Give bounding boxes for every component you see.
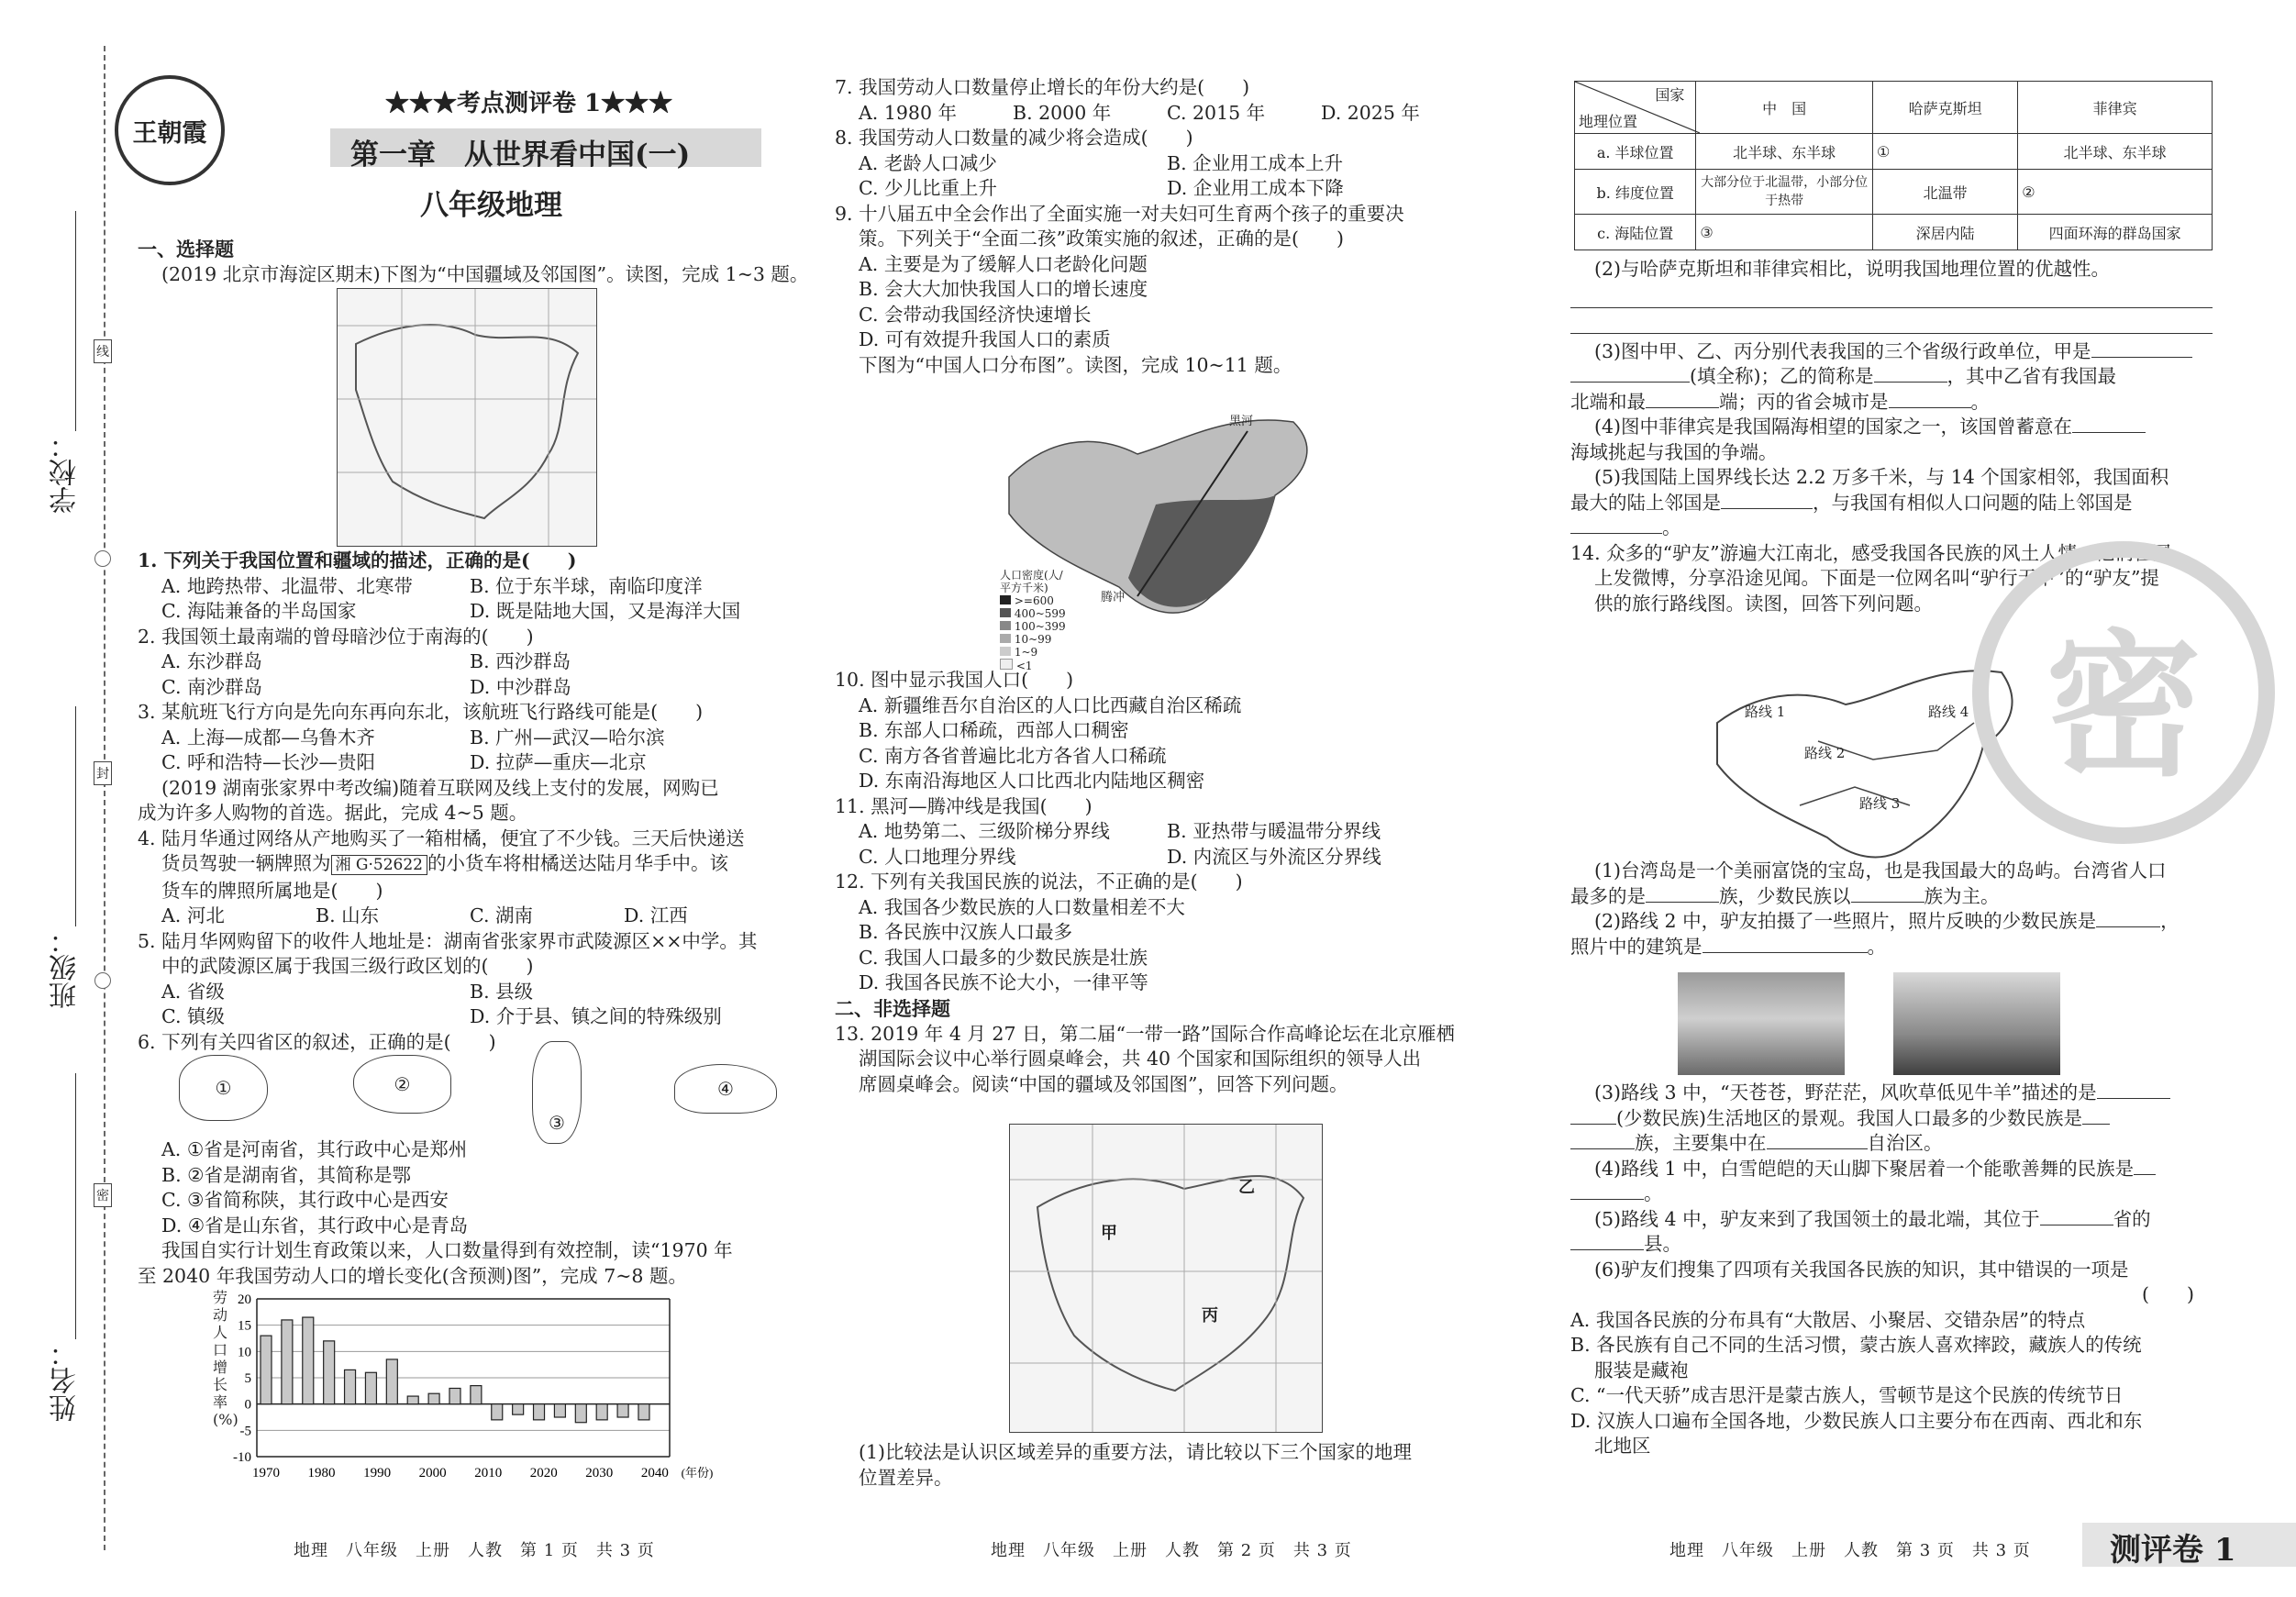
q7-option-c[interactable]: C. 2015 年: [1167, 101, 1266, 124]
q8-option-c[interactable]: C. 少儿比重上升: [859, 177, 997, 199]
q11-options-ab: [835, 819, 1495, 845]
q6-options: [138, 1137, 798, 1289]
q13-4-line1: (4)图中菲律宾是我国隔海相望的国家之一，该国曾蓄意在: [1570, 415, 2213, 440]
q13-3-line3: 北端和最 端；丙的省会城市是 。: [1570, 390, 1990, 413]
x-tick-label: 1980: [307, 1466, 336, 1481]
questions-10-13: [835, 668, 1495, 1097]
province-shape-2: ②: [353, 1055, 451, 1114]
table-header-kazakhstan: 哈萨克斯坦: [1872, 82, 2017, 134]
column-1: [132, 0, 809, 1597]
q14-6-option-d-cont: 北地区: [1594, 1435, 1651, 1457]
y-tick-label: 15: [238, 1318, 251, 1334]
blank-ethnic[interactable]: [2096, 926, 2160, 927]
intro-2-line2: 成为许多人购物的首选。据此，完成 4~5 题。: [138, 802, 528, 824]
class-field[interactable]: [75, 706, 76, 926]
legend-item: 400~599: [1000, 607, 1066, 620]
school-label: 学校：: [50, 431, 82, 514]
bar: [365, 1372, 376, 1403]
q9-line1: 9. 十八届五中全会作出了全面实施一对夫妇可生育两个孩子的重要决: [835, 202, 1404, 225]
q11-option-a[interactable]: A. 地势第二、三级阶梯分界线: [859, 820, 1110, 842]
q14-4-line1: (4)路线 1 中，白雪皑皑的天山脚下聚居着一个能歌善舞的民族是: [1570, 1157, 2213, 1182]
map-legend: [1000, 569, 1066, 672]
q13-5-line1: (5)我国陆上国界线长达 2.2 万多千米，与 14 个国家相邻，我国面积: [1594, 466, 2169, 488]
q8-option-a[interactable]: A. 老龄人口减少: [859, 151, 997, 174]
q11-options-cd: [835, 845, 1495, 871]
q3-options-cd: [138, 750, 798, 776]
q2-option-d[interactable]: D. 中沙群岛: [470, 675, 571, 698]
location-table-grid: [1574, 81, 2213, 250]
y-tick-label: -10: [233, 1450, 251, 1465]
q9-option-c[interactable]: C. 会带动我国经济快速增长: [859, 303, 1092, 326]
footer-page-2: 地理 八年级 上册 人教 第 2 页 共 3 页: [991, 1541, 1352, 1560]
q14-5-line1: (5)路线 4 中，驴友来到了我国领土的最北端，其位于 省的: [1594, 1207, 2151, 1230]
x-tick-label: 2040: [640, 1466, 669, 1481]
legend-item: 10~99: [1000, 633, 1066, 646]
binding-dot: [94, 550, 111, 567]
q3-option-b[interactable]: B. 广州—武汉—哈尔滨: [470, 726, 665, 749]
q8-option-b[interactable]: B. 企业用工成本上升: [1167, 151, 1344, 174]
map-sketch: [338, 289, 596, 546]
q6-option-a[interactable]: A. ①省是河南省，其行政中心是郑州: [161, 1138, 468, 1160]
q5-options-ab: [138, 980, 798, 1005]
blank-yi[interactable]: [1874, 382, 1947, 383]
map3-label-bing: 丙: [1202, 1306, 1218, 1325]
route-1-label: 路线 1: [1745, 704, 1786, 720]
footer-tag: 测评卷 1: [2110, 1532, 2236, 1569]
q14-3-line3: 族，主要集中在 自治区。: [1570, 1131, 2213, 1157]
blank-county[interactable]: [1570, 1249, 1644, 1250]
q14-6-option-b-cont: 服装是藏袍: [1594, 1359, 1689, 1381]
province-shape-1: ①: [179, 1055, 268, 1121]
table-row: c. 海陆位置 ③ 深居内陆 四面环海的群岛国家: [1575, 215, 2213, 250]
school-field[interactable]: [75, 211, 76, 431]
q6-stem: 6. 下列有关四省区的叙述，正确的是( ): [138, 1030, 496, 1053]
table-cell-blank-2[interactable]: ②: [2018, 170, 2213, 215]
x-tick-label: 1970: [252, 1466, 280, 1481]
q8-options-ab: [835, 151, 1495, 177]
blank-region[interactable]: [1767, 1148, 1868, 1149]
bar: [575, 1404, 586, 1423]
q14-parts-3-6: [1570, 1081, 2213, 1459]
q1-options-cd: [138, 599, 798, 625]
legend-item: 1~9: [1000, 646, 1066, 659]
q14-6-paren: ( ): [2142, 1283, 2194, 1305]
q11-stem: 11. 黑河—腾冲线是我国( ): [835, 794, 1093, 817]
section-choice: 一、选择题: [138, 238, 234, 261]
q10-stem: 10. 图中显示我国人口( ): [835, 669, 1074, 691]
q9-option-a[interactable]: A. 主要是为了缓解人口老龄化问题: [859, 252, 1148, 275]
china-territory-map: [337, 288, 597, 547]
q14-6-option-d[interactable]: D. 汉族人口遍布全国各地，少数民族人口主要分布在西南、西北和东: [1570, 1409, 2143, 1432]
q1-option-d[interactable]: D. 既是陆地大国，又是海洋大国: [470, 600, 741, 622]
bar: [534, 1404, 545, 1420]
map3-label-yi: 乙: [1238, 1178, 1255, 1197]
q14-4-line2: 。: [1570, 1181, 2213, 1207]
blank-tianshan-2[interactable]: [1570, 1199, 1644, 1200]
q1-option-c[interactable]: C. 海陆兼备的半岛国家: [161, 600, 357, 622]
photo-tibetan-woman: [1678, 972, 1845, 1075]
q11-option-b[interactable]: B. 亚热带与暖温带分界线: [1167, 820, 1381, 842]
y-tick-label: -5: [239, 1424, 251, 1439]
q7-options: [835, 101, 1495, 127]
map-label-tengchong: 腾冲: [1101, 591, 1126, 604]
q12-option-b[interactable]: B. 各民族中汉族人口最多: [859, 921, 1073, 943]
q2-option-a[interactable]: A. 东沙群岛: [161, 650, 262, 672]
q12-option-c[interactable]: C. 我国人口最多的少数民族是壮族: [859, 946, 1148, 969]
x-tick-label: 2020: [529, 1466, 558, 1481]
bar: [407, 1396, 418, 1404]
q12-option-d[interactable]: D. 我国各民族不论大小，一律平等: [859, 971, 1148, 993]
blank-jia-2[interactable]: [1570, 382, 1690, 383]
legend-title: 人口密度(人/平方千米): [1000, 569, 1063, 594]
bar: [596, 1404, 607, 1420]
watermark-seal: 密: [1972, 541, 2275, 844]
bar: [492, 1404, 503, 1420]
q13-3-line2: (填全称)；乙的简称是 ，其中乙省有我国最: [1570, 364, 2213, 390]
blank-zhuang[interactable]: [2082, 1124, 2110, 1125]
q13-5-line3: 。: [1570, 516, 2213, 541]
q14-3-line1: (3)路线 3 中，“天苍苍，野茫茫，风吹草低见牛羊”描述的是: [1570, 1081, 2213, 1106]
route-4-label: 路线 4: [1928, 704, 1969, 720]
intro-4: 下图为“中国人口分布图”。读图，完成 10~11 题。: [859, 353, 1292, 376]
labor-growth-chart: [147, 1292, 734, 1495]
q1-stem: 1. 下列关于我国位置和疆域的描述，正确的是( ): [138, 549, 577, 571]
table-header-philippines: 菲律宾: [2018, 82, 2213, 134]
q14-6-stem: (6)驴友们搜集了四项有关我国各民族的知识，其中错误的一项是: [1594, 1258, 2129, 1281]
q2-option-b[interactable]: B. 西沙群岛: [470, 650, 571, 672]
table-header-china: 中 国: [1696, 82, 1873, 134]
q4-option-c[interactable]: C. 湖南: [470, 904, 533, 926]
q14-parts-1-2: [1570, 859, 2213, 959]
page-subtitle: 八年级地理: [420, 189, 562, 222]
blank-sea[interactable]: [2072, 432, 2146, 433]
y-tick-label: 5: [244, 1371, 251, 1386]
x-axis-label: (年份): [681, 1466, 714, 1480]
map-label-heihe: 黑河: [1229, 415, 1254, 428]
blank-extreme[interactable]: [1646, 407, 1719, 408]
q3-option-a[interactable]: A. 上海—成都—乌鲁木齐: [161, 726, 375, 749]
q4-option-d[interactable]: D. 江西: [624, 904, 688, 926]
blank-zhuang-2[interactable]: [1570, 1148, 1635, 1149]
photo-potala-palace: [1893, 972, 2060, 1075]
q1-option-a[interactable]: A. 地跨热带、北温带、北寒带: [161, 574, 413, 597]
q13-1-line1: (1)比较法是认识区域差异的重要方法，请比较以下三个国家的地理: [859, 1441, 1413, 1463]
q3-options-ab: [138, 726, 798, 751]
q1-option-b[interactable]: B. 位于东半球，南临印度洋: [470, 574, 703, 597]
table-cell-blank-3[interactable]: ③: [1696, 215, 1873, 250]
q6-option-b[interactable]: B. ②省是湖南省，其简称是鄂: [161, 1163, 411, 1186]
q13-5-line2: 最大的陆上邻国是 ，与我国有相似人口问题的陆上邻国是: [1570, 491, 2133, 514]
x-tick-label: 2030: [585, 1466, 614, 1481]
q2-stem: 2. 我国领土最南端的曾母暗沙位于南海的( ): [138, 625, 534, 648]
q8-stem: 8. 我国劳动人口数量的减少将会造成( ): [835, 127, 1193, 149]
bar: [471, 1386, 482, 1404]
q11-option-d[interactable]: D. 内流区与外流区分界线: [1167, 845, 1381, 868]
q14-1-line1: (1)台湾岛是一个美丽富饶的宝岛，也是我国最大的岛屿。台湾省人口: [1594, 859, 2167, 882]
map3-sketch: [1010, 1125, 1322, 1432]
x-tick-label: 2010: [474, 1466, 503, 1481]
answer-line[interactable]: [1570, 308, 2213, 334]
route-2-label: 路线 2: [1804, 745, 1846, 761]
bar: [554, 1404, 565, 1417]
q3-stem: 3. 某航班飞行方向是先向东再向东北，该航班飞行路线可能是( ): [138, 701, 704, 723]
q10-option-c[interactable]: C. 南方各省普遍比北方各省人口稀疏: [859, 744, 1167, 767]
blank-neighbor-2[interactable]: [1570, 533, 1662, 534]
x-tick-label: 2000: [418, 1466, 447, 1481]
q13-line2: 湖国际会议中心举行圆桌峰会，共 40 个国家和国际组织的领导人出: [859, 1048, 1422, 1070]
binding-dot: [94, 972, 111, 989]
q10-option-a[interactable]: A. 新疆维吾尔自治区的人口比西藏自治区稀疏: [859, 693, 1242, 716]
q14-2-line1: (2)路线 2 中，驴友拍摄了一些照片，照片反映的少数民族是 ，: [1594, 910, 2180, 932]
q14-5-line2: 县。: [1570, 1232, 2213, 1258]
q14-6-option-b[interactable]: B. 各民族有自己不同的生活习惯，蒙古族人喜欢摔跤，藏族人的传统: [1570, 1334, 2142, 1356]
table-cell-blank-1[interactable]: ①: [1872, 134, 2017, 170]
q10-option-d[interactable]: D. 东南沿海地区人口比西北内陆地区稠密: [859, 770, 1205, 792]
q9-option-b[interactable]: B. 会大大加快我国人口的增长速度: [859, 278, 1148, 300]
y-tick-label: 20: [238, 1292, 251, 1307]
intro-3-line2: 至 2040 年我国劳动人口的增长变化(含预测)图”，完成 7~8 题。: [138, 1264, 687, 1287]
q14-3-line2: (少数民族)生活地区的景观。我国人口最多的少数民族是: [1570, 1106, 2213, 1132]
territory-neighbors-map: [1009, 1124, 1323, 1433]
blank-taiwan-majority[interactable]: [1646, 902, 1719, 903]
q11-option-c[interactable]: C. 人口地理分界线: [859, 845, 1016, 868]
q4-line1: 4. 陆月华通过网络从产地购买了一箱柑橘，便宜了不少钱。三天后快递送: [138, 826, 745, 849]
answer-line[interactable]: [1570, 283, 2213, 308]
blank-grassland-2[interactable]: [1570, 1124, 1616, 1125]
table-row: a. 半球位置 北半球、东半球 ① 北半球、东半球: [1575, 134, 2213, 170]
legend-item: 100~399: [1000, 620, 1066, 633]
y-tick-label: 10: [238, 1345, 251, 1360]
q9-line2: 策。下列关于“全面二孩”政策实施的叙述，正确的是( ): [859, 227, 1344, 250]
q8-option-d[interactable]: D. 企业用工成本下降: [1167, 177, 1344, 199]
q6-option-c[interactable]: C. ③省简称陕，其行政中心是西安: [161, 1189, 449, 1211]
logo-seal: [115, 75, 225, 185]
seal-mark-secret: 密: [94, 1183, 112, 1207]
map3-label-jia: 甲: [1101, 1224, 1117, 1243]
q14-line1: 14. 众多的“驴友”游遍大江南北，感受我国各民族的风土人情。他们在网: [1570, 541, 2171, 564]
q14-6-option-c[interactable]: C. “一代天骄”成吉思汗是蒙古族人，雪顿节是这个民族的传统节日: [1570, 1384, 2124, 1406]
q13-3-line1: (3)图中甲、乙、丙分别代表我国的三个省级行政单位，甲是: [1570, 339, 2213, 365]
name-field[interactable]: [75, 1073, 76, 1339]
q2-options-ab: [138, 649, 798, 675]
blank-taiwan-minority[interactable]: [1851, 902, 1924, 903]
q5-option-d[interactable]: D. 介于县、镇之间的特殊级别: [470, 1005, 722, 1027]
q5-option-c[interactable]: C. 镇级: [161, 1005, 225, 1027]
q5-options-cd: [138, 1004, 798, 1030]
table-row: b. 纬度位置 大部分位于北温带，小部分位于热带 北温带 ②: [1575, 170, 2213, 215]
location-table: [1574, 81, 2213, 250]
intro-1: (2019 北京市海淀区期末)下图为“中国疆域及邻国图”。读图，完成 1~3 题。: [161, 263, 809, 285]
bar: [449, 1388, 460, 1403]
q7-option-b[interactable]: B. 2000 年: [1013, 101, 1112, 124]
legend-item: <1: [1000, 659, 1066, 672]
bar: [345, 1370, 356, 1403]
q9-option-d[interactable]: D. 可有效提升我国人口的素质: [859, 328, 1111, 350]
q13-1-line2: 位置差异。: [859, 1466, 953, 1489]
chapter-title: 第一章 从世界看中国(一): [350, 139, 691, 172]
q6-option-d[interactable]: D. ④省是山东省，其行政中心是青岛: [161, 1214, 469, 1237]
seal-mark-line: 线: [94, 339, 112, 363]
q4-option-a[interactable]: A. 河北: [161, 904, 225, 926]
route-3-label: 路线 3: [1859, 795, 1901, 812]
q2-option-c[interactable]: C. 南沙群岛: [161, 675, 262, 698]
bar: [513, 1404, 524, 1414]
blank-capital[interactable]: [1889, 407, 1971, 408]
q7-stem: 7. 我国劳动人口数量停止增长的年份大约是( ): [835, 76, 1250, 98]
bar: [324, 1341, 335, 1404]
q12-option-a[interactable]: A. 我国各少数民族的人口数量相差不大: [859, 895, 1185, 918]
section-nonchoice: 二、非选择题: [835, 996, 950, 1020]
column-2: [835, 0, 1495, 1597]
q13-4-line2: 海域挑起与我国的争端。: [1570, 440, 1778, 463]
q1-options-ab: [138, 574, 798, 600]
table-corner: 国家 地理位置: [1575, 82, 1696, 134]
chart-svg: [147, 1292, 734, 1495]
q13-part1: [835, 1440, 1495, 1491]
q14-2-line2: 照片中的建筑是 。: [1570, 935, 1886, 958]
questions-1-3: [138, 549, 798, 1055]
q4-line2: 货员驾驶一辆牌照为 湘 G·52622 的小货车将柑橘送达陆月华手中。该: [161, 852, 728, 874]
class-label: 班级：: [50, 926, 82, 1009]
q14-line3: 供的旅行路线图。读图，回答下列问题。: [1594, 592, 1933, 615]
bar: [261, 1336, 272, 1404]
blank-grassland[interactable]: [2097, 1098, 2170, 1099]
intro-2-line1: (2019 湖南张家界中考改编)随着互联网及线上支付的发展，网购已: [161, 776, 719, 799]
banner: ★★★考点测评卷 1★★★: [385, 90, 673, 117]
y-tick-label: 0: [244, 1397, 251, 1413]
q3-option-c[interactable]: C. 呼和浩特—长沙—贵阳: [161, 751, 375, 773]
binding-line: [104, 46, 105, 1550]
q7-option-d[interactable]: D. 2025 年: [1321, 101, 1420, 124]
bar: [282, 1320, 293, 1404]
blank-tianshan[interactable]: [2134, 1174, 2156, 1175]
q2-options-cd: [138, 675, 798, 701]
logo-text: 王朝霞: [132, 118, 207, 148]
q3-option-d[interactable]: D. 拉萨—重庆—北京: [470, 751, 647, 773]
q10-option-b[interactable]: B. 东部人口稀疏，西部人口稠密: [859, 719, 1129, 741]
x-tick-label: 1990: [363, 1466, 392, 1481]
bar: [638, 1404, 649, 1420]
q4-line3: 货车的牌照所属地是( ): [161, 879, 383, 902]
footer-page-1: 地理 八年级 上册 人教 第 1 页 共 3 页: [294, 1541, 655, 1560]
bar: [617, 1404, 628, 1417]
q13-line3: 席圆桌峰会。阅读“中国的疆域及邻国图”，回答下列问题。: [859, 1072, 1348, 1095]
license-plate: 湘 G·52622: [331, 855, 427, 875]
seal-mark-seal: 封: [94, 761, 112, 785]
q4-options: [138, 904, 798, 929]
q5-line1: 5. 陆月华网购留下的收件人地址是：湖南省张家界市武陵源区××中学。其: [138, 929, 758, 952]
intro-3-line1: 我国自实行计划生育政策以来，人口数量得到有效控制，读“1970 年: [161, 1239, 733, 1261]
legend-item: >=600: [1000, 594, 1066, 607]
q5-option-b[interactable]: B. 县级: [470, 980, 534, 1003]
questions-7-9: [835, 75, 1495, 378]
q12-stem: 12. 下列有关我国民族的说法，不正确的是( ): [835, 871, 1243, 893]
q7-option-a[interactable]: A. 1980 年: [859, 101, 958, 124]
blank-neighbor[interactable]: [1721, 508, 1813, 509]
q5-option-a[interactable]: A. 省级: [161, 980, 225, 1003]
q14-6-option-a[interactable]: A. 我国各民族的分布具有“大散居、小聚居、交错杂居”的特点: [1570, 1308, 2086, 1331]
q5-line2: 中的武陵源区属于我国三级行政区划的( ): [161, 955, 534, 977]
q4-option-b[interactable]: B. 山东: [316, 904, 380, 926]
q8-options-cd: [835, 176, 1495, 202]
province-shape-3: ③: [532, 1041, 582, 1144]
q13-2: (2)与哈萨克斯坦和菲律宾相比，说明我国地理位置的优越性。: [1594, 258, 2111, 280]
province-shape-4: ④: [674, 1064, 777, 1114]
bar: [303, 1317, 314, 1404]
q14-1-line2: 最多的是 族，少数民族以 族为主。: [1570, 884, 2000, 907]
footer-page-3: 地理 八年级 上册 人教 第 3 页 共 3 页: [1669, 1541, 2031, 1560]
bar: [386, 1359, 397, 1404]
bar: [428, 1393, 439, 1403]
blank-building[interactable]: [1703, 952, 1868, 953]
q13-line1: 13. 2019 年 4 月 27 日，第二届“一带一路”国际合作高峰论坛在北京雁栖: [835, 1022, 1455, 1045]
chart-ylabel: 劳动人口增长率(%): [213, 1289, 238, 1428]
name-label: 姓名：: [50, 1339, 82, 1422]
blank-jia[interactable]: [2091, 357, 2192, 358]
q14-line2: 上发微博，分享沿途见闻。下面是一位网名叫“驴行天下”的“驴友”提: [1594, 567, 2159, 589]
